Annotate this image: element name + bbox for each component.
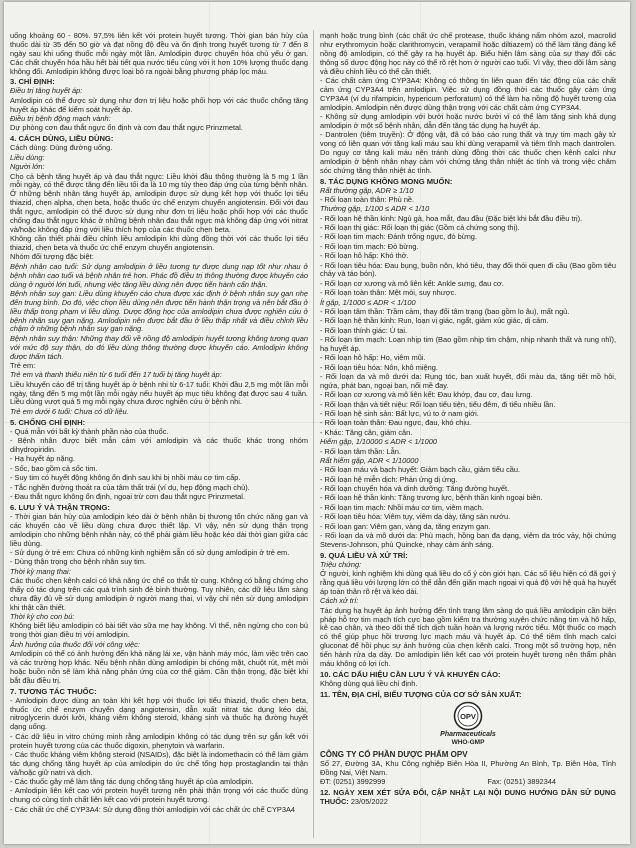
subheading-text: Thường gặp, 1/100 ≤ ADR < 1/10: [320, 204, 430, 214]
paragraph-text: - Rối loạn hệ miễn dịch: Phản ứng dị ứng.: [320, 474, 458, 484]
subheading-text: Rất thường gặp, ADR ≥ 1/10: [320, 185, 414, 195]
paragraph-text: - Rối loạn hệ sinh sản: Bất lực, vú to ở nam giới.: [320, 409, 479, 419]
paragraph-text: - Rối loạn thính giác: Ù tai.: [320, 325, 408, 335]
right-column: [320, 32, 616, 838]
paragraph-text: - Các chất cảm ứng CYP3A4: Không có thông tin liên quan đến tác động của các chất cảm ứng CYP3A4 trên amlodipin. Việc sử dụng đồng thời các thuốc gây cảm ứng CYP3A4 (ví dụ rifampicin, hypericum perforatum) có thể làm hạ nồng độ huyết tương của amlodipin. Amlodipin nên được dùng thận trọng với các chất cảm ứng CYP3A4.: [320, 75, 616, 112]
subheading-text: Trẻ em dưới 6 tuổi: Chưa có dữ liệu.: [10, 406, 129, 416]
subheading-text: Điều trị bệnh động mạch vành:: [10, 114, 111, 124]
subheading-text: Ảnh hưởng của thuốc đối với công việc:: [10, 639, 140, 649]
paragraph-text: - Các chất ức chế CYP3A4: Sử dụng đồng thời amlodipin với các chất ức chế CYP3A4: [10, 804, 295, 814]
paragraph-text: - Rối loạn hệ thần kinh: Tăng trương lực, bệnh thần kinh ngoại biên.: [320, 493, 543, 503]
section-heading: 6. LƯU Ý VÀ THẬN TRỌNG:: [10, 502, 110, 512]
leaflet-sheet: [4, 2, 630, 844]
paragraph-text: Các thuốc chẹn kênh calci có khả năng ức chế co thắt tử cung. Không có bằng chứng cho thấy có tác dụng trên các quá trình sinh đẻ bình thường. Tuy nhiên, các dữ liệu lâm sàng chưa đầy đủ về sử dụng amlodipin ở người mang thai, vì vậy chỉ nên sử dụng amlodipin khi thật cần thiết.: [10, 576, 308, 612]
paragraph-text: Không cần thiết phải điều chỉnh liều amlodipin khi dùng đồng thời với các thuốc lợi tiểu thiazid, chẹn beta và thuốc ức chế enzym chuyển angiotensin.: [10, 234, 308, 253]
section-heading: 3. CHỈ ĐỊNH:: [10, 77, 55, 87]
paragraph-text: - Rối loạn tiêu hóa: Nôn, khô miệng.: [320, 362, 438, 372]
subheading-text: Bệnh nhân suy gan: Liều dùng khuyến cáo chưa được xác định ở bệnh nhân suy gan nhẹ đến trung bình. Do đó, việc chọn liều dùng nên được tiến hành thận trọng và nên bắt đầu ở liều thấp trong phạm vi liều dùng. Dược động học của amlodipin chưa được nghiên cứu ở bệnh nhân suy gan nặng. Amlodipin nên được bắt đầu ở liều thấp nhất và điều chỉnh liều chậm ở những bệnh nhân suy gan nặng.: [10, 288, 308, 334]
manufacturer-logo: [320, 701, 616, 747]
manufacturer-contact: [320, 778, 616, 787]
paragraph-text: - Đau thắt ngực không ổn định, ngoại trừ cơn đau thắt ngực Prinzmetal.: [10, 491, 245, 501]
manufacturer-phone: ĐT: (0251) 3992999: [320, 777, 386, 787]
paragraph-text: - Rối loạn hô hấp: Khó thở.: [320, 251, 409, 261]
paragraph-text: - Dùng thận trọng cho bệnh nhân suy tim.: [10, 557, 146, 567]
paragraph-text: - Thời gian bán hủy của amlodipin kéo dài ở bệnh nhân bị thương tổn chức năng gan và các khuyến cáo về liều dùng chưa được thiết lập. Vì vậy, nên sử dụng thận trọng amlodipin cho những bệnh nhân này, có thể phải giảm liều hoặc kéo dài thời gian giữa các liều dùng.: [10, 511, 308, 548]
right-column-text: [320, 32, 616, 699]
paragraph-text: - Hạ huyết áp nặng.: [10, 454, 75, 464]
paragraph-text: - Rối loạn hô hấp: Ho, viêm mũi.: [320, 353, 426, 363]
paragraph-text: - Rối loạn toàn thân: Phù nề.: [320, 194, 415, 204]
paragraph-text: - Rối loạn toàn thân: Đau ngực, đau, khó chịu.: [320, 418, 472, 428]
subheading-text: Hiếm gặp, 1/10000 ≤ ADR < 1/1000: [320, 437, 437, 447]
paragraph-text: Không biết liệu amlodipin có bài tiết vào sữa mẹ hay không. Vì thế, nên ngừng cho con bú trong thời gian điều trị với amlodipin.: [10, 621, 308, 640]
paragraph-text: - Sốc, bao gồm cả sốc tim.: [10, 463, 98, 473]
paragraph-text: - Sử dụng ở trẻ em: Chưa có những kinh nghiệm sẵn có sử dụng amlodipin ở trẻ em.: [10, 547, 290, 557]
paragraph-text: Ở người, kinh nghiệm khi dùng quá liều do cố ý còn giới hạn. Các số liệu hiện có đã gợi ý rằng quá liều với lượng lớn có thể dẫn đến giãn mạch ngoại vi quá độ với hệ quả hạ huyết áp toàn thân rõ rệt và kéo dài.: [320, 569, 616, 596]
left-column: [10, 32, 308, 838]
manufacturer-name: CÔNG TY CỔ PHẦN DƯỢC PHẨM OPV: [320, 750, 468, 760]
subheading-text: Bệnh nhân suy thận: Những thay đổi về nồng độ amlodipin huyết tương không tương quan với mức độ suy thận, do đó liều dùng thông thường được khuyến cáo. Amlodipin không được thẩm tách.: [10, 333, 308, 361]
paragraph-text: - Rối loạn toàn thân: Mệt mỏi, suy nhược.: [320, 288, 457, 298]
paragraph-text: - Rối loạn tiêu hóa: Đau bụng, buồn nôn, khó tiêu, thay đổi thói quen đi cầu (Bao gồm tiêu chảy và táo bón).: [320, 260, 616, 279]
paragraph-text: - Rối loạn chuyển hóa và dinh dưỡng: Tăng đường huyết.: [320, 484, 510, 494]
paragraph-text: mạnh hoặc trung bình (các chất ức chế protease, thuốc kháng nấm nhóm azol, macrolid như erythromycin hoặc clarithromycin, verapamil hoặc diltiazem) có thể làm tăng đáng kể nồng độ amlodipin, có thể gây ra hạ huyết áp. Biểu hiện lâm sàng của sự thay đổi các thông số dược động học này có thể rõ rệt hơn ở người cao tuổi. Vì vậy, theo dõi lâm sàng và điều chỉnh liều có thể cần thiết.: [320, 32, 616, 76]
section-heading: 4. CÁCH DÙNG, LIỀU DÙNG:: [10, 134, 114, 144]
paragraph-text: - Rối loạn tim mạch: Đánh trống ngực, đỏ bừng.: [320, 232, 477, 242]
paragraph-text: - Rối loạn tiêu hóa: Viêm tụy, viêm dạ dày, tăng sản nướu.: [320, 512, 511, 522]
paragraph-text: - Dantrolen (tiêm truyền): Ở động vật, đã có báo cáo rung thất và trụy tim mạch gây tử vong có liên quan với tăng kali máu sau khi dùng verapamil và tiêm tĩnh mạch dantrolen. Do nguy cơ tăng kali máu nên tránh dùng đồng thời các thuốc chẹn kênh calci như amlodipin ở bệnh nhân nhạy cảm với chứng tăng thân nhiệt ác tính và trong việc chăm sóc chứng tăng thân nhiệt ác tính.: [320, 130, 616, 175]
paragraph-text: Không dùng quá liều chỉ định.: [320, 678, 418, 688]
review-date-heading: 12. NGÀY XEM XÉT SỬA ĐỔI, CẬP NHẬT LẠI NỘI DUNG HƯỚNG DẪN SỬ DỤNG THUỐC:: [320, 788, 616, 807]
paragraph-text: - Rối loạn tim mạch: Loạn nhịp tim (Bao gồm nhịp tim chậm, nhịp nhanh thất và rung nhĩ), hạ huyết áp.: [320, 335, 616, 353]
paragraph-text: - Rối loạn hệ thần kinh: Run, loạn vị giác, ngất, giảm xúc giác, dị cảm.: [320, 316, 549, 326]
subheading-text: Ít gặp, 1/1000 ≤ ADR < 1/100: [320, 297, 416, 307]
section-heading: 5. CHỐNG CHỈ ĐỊNH:: [10, 417, 86, 427]
paragraph-text: - Rối loạn gan: Viêm gan, vàng da, tăng enzym gan.: [320, 521, 491, 531]
paragraph-text: - Rối loạn da và mô dưới da: Rụng tóc, ban xuất huyết, đổi màu da, tăng tiết mồ hôi, ngứa, phát ban, ngoại ban, nổi mề đay.: [320, 372, 616, 390]
logo-caption: Pharmaceuticals: [440, 730, 496, 738]
subheading-text: Bệnh nhân cao tuổi: Sử dụng amlodipin ở liều tương tự được dung nạp tốt như nhau ở bệnh nhân cao tuổi và bệnh nhân trẻ hơn. Phác đồ điều trị thông thường được khuyến cáo dùng ở người lớn tuổi, nhưng việc tăng liều dùng nên được tiến hành cẩn thận.: [10, 261, 308, 289]
subheading-text: Thời kỳ mang thai:: [10, 566, 71, 576]
section-heading: 7. TƯƠNG TÁC THUỐC:: [10, 686, 97, 696]
section-heading: 11. TÊN, ĐỊA CHỈ, BIỂU TƯỢNG CỦA CƠ SỞ SẢN XUẤT:: [320, 689, 522, 699]
paragraph-text: - Các thuốc kháng viêm không steroid (NSAIDs), đặc biệt là indomethacin có thể làm giảm tác dụng chống tăng huyết áp của amlodipin do ức chế tổng hợp prostaglandin tại thận và/hoặc giữ natri và dịch.: [10, 749, 308, 777]
review-date: 23/05/2022: [350, 797, 388, 807]
paragraph-text: - Các thuốc gây mê làm tăng tác dụng chống tăng huyết áp của amlodipin.: [10, 777, 254, 787]
paragraph-text: - Tắc nghẽn đường thoát ra của tâm thất trái (ví dụ, hẹp động mạch chủ).: [10, 482, 250, 492]
paragraph-text: - Quá mẫn với bất kỳ thành phần nào của thuốc.: [10, 426, 169, 436]
paragraph-text: - Amlodipin được dùng an toàn khi kết hợp với thuốc lợi tiểu thiazid, thuốc chẹn beta, thuốc ức chế enzym chuyển dạng angiotensin, dẫn xuất nitrat tác dụng kéo dài, nitroglycerin dưới lưỡi, kháng viêm không steroid, kháng sinh và thuốc hạ đường huyết dạng uống.: [10, 695, 308, 732]
subheading-text: Trẻ em và thanh thiếu niên từ 6 tuổi đến 17 tuổi bị tăng huyết áp:: [10, 370, 222, 380]
paragraph-text: - Rối loạn cơ xương và mô liên kết: Đau khớp, đau cơ, đau lưng.: [320, 390, 533, 400]
paragraph-text: - Rối loạn tim mạch: Nhồi máu cơ tim, viêm mạch.: [320, 502, 484, 512]
paragraph-text: Amlodipin có thể được sử dụng như đơn trị liệu hoặc phối hợp với các thuốc chống tăng huyết áp khác để kiểm soát huyết áp.: [10, 95, 308, 114]
paragraph-text: - Rối loạn tâm thần: Lẫn.: [320, 446, 401, 456]
column-divider: [313, 30, 314, 838]
subheading-text: Điều trị tăng huyết áp:: [10, 86, 83, 96]
section-heading: 10. CÁC DẤU HIỆU CẦN LƯU Ý VÀ KHUYẾN CÁO:: [320, 669, 501, 679]
paragraph-text: - Rối loạn da và mô dưới da: Phù mạch, hồng ban đa dạng, viêm da tróc vảy, hội chứng Stevens-Johnson, phù Quincke, nhạy cảm ánh sáng.: [320, 530, 616, 549]
subheading-text: Liều dùng:: [10, 152, 45, 162]
paragraph-text: Tác dụng hạ huyết áp ảnh hưởng đến tình trạng lâm sàng do quá liều amlodipin cần biện pháp hỗ trợ tim mạch tích cực bao gồm kiểm tra thường xuyên chức năng tim và hô hấp, kê cao chân, và theo dõi thể tích dịch tuần hoàn và lượng nước tiểu. Một thuốc co mạch có thể giúp phục hồi trương lực mạch máu và huyết áp. Có thể tiêm tĩnh mạch calci gluconat để hồi phục sự ảnh hưởng của chẹn kênh calci. Trong một số trường hợp, nên tiến hành rửa dạ dày. Do amlodipin liên kết cao với protein huyết tương nên thẩm phân máu không có lợi ích.: [320, 605, 616, 668]
paragraph-text: - Suy tim có huyết động không ổn định sau khi bị nhồi máu cơ tim cấp.: [10, 473, 241, 483]
paragraph-text: Nhóm đối tượng đặc biệt:: [10, 252, 94, 262]
paragraph-text: - Rối loạn tâm thần: Trầm cảm, thay đổi tâm trạng (bao gồm lo âu), mất ngủ.: [320, 306, 570, 316]
paragraph-text: Amlodipin có thể có ảnh hưởng đến khả năng lái xe, vận hành máy móc, làm việc trên cao và các trường hợp khác. Nếu bệnh nhân dùng amlodipin bị chóng mặt, chuột rút, mệt mỏi hoặc buồn nôn sẽ làm khả năng phản ứng của cơ thể giảm. Cần thận trọng, đặc biệt khi bắt đầu điều trị.: [10, 649, 308, 685]
paragraph-text: - Rối loạn cơ xương và mô liên kết: Ankle sưng, đau cơ.: [320, 278, 504, 288]
paragraph-text: Liều khuyến cáo để trị tăng huyết áp ở bệnh nhi từ 6-17 tuổi: Khởi đầu 2,5 mg một lần mỗi ngày, tăng đến 5 mg một lần mỗi ngày nếu huyết áp mục tiêu không đạt được sau 4 tuần. Liều dùng vượt quá 5 mg mỗi ngày chưa được nghiên cứu ở bệnh nhi.: [10, 379, 308, 407]
paragraph-text: - Rối loạn thị giác: Rối loạn thị giác (Gồm cả chứng song thị).: [320, 223, 520, 233]
section-heading: 9. QUÁ LIỀU VÀ XỬ TRÍ:: [320, 550, 408, 560]
paragraph-text: - Không sử dụng amlodipin với bưởi hoặc nước bưởi vì có thể làm tăng sinh khả dụng amlodipin ở một số bệnh nhân, dẫn đến tăng tác dụng hạ huyết áp.: [320, 111, 616, 130]
manufacturer-address: Số 27, Đường 3A, Khu Công nghiệp Biên Hòa II, Phường An Bình, Tp. Biên Hòa, Tỉnh Đồng Nai, Việt Nam.: [320, 759, 616, 778]
subheading-text: Triệu chứng:: [320, 559, 362, 569]
paragraph-text: uống khoảng 60 - 80%. 97,5% liên kết với protein huyết tương. Thời gian bán hủy của thuốc dài từ 35 đến 50 giờ và đạt nồng độ đều và ổn định trong huyết tương từ 7 đến 8 ngày sau khi uống thuốc mỗi ngày một lần. Amlodipin được chuyển hóa chủ yếu ở gan. Các chất chuyển hóa hầu hết bài tiết qua nước tiểu cùng với ít hơn 10% lượng thuốc dạng không đổi. Amlodipin không được loại bỏ ra ngoài bằng phương pháp lọc máu.: [10, 32, 308, 76]
opv-logo-icon: [453, 701, 483, 731]
subheading-text: Người lớn:: [10, 162, 45, 172]
subheading-text: Rất hiếm gặp, ADR < 1/10000: [320, 455, 419, 465]
paragraph-text: Cách dùng: Dùng đường uống.: [10, 143, 113, 153]
paragraph-text: - Amlodipin liên kết cao với protein huyết tương nên phải thận trọng với các thuốc dùng chung có cùng tính chất liên kết cao với protein huyết tương.: [10, 786, 308, 805]
manufacturer-fax: Fax: (0251) 3892344: [487, 777, 556, 787]
paragraph-text: - Bệnh nhân được biết mẫn cảm với amlodipin và các thuốc khác trong nhóm dihydropiridin.: [10, 436, 308, 455]
paragraph-text: Trẻ em:: [10, 360, 36, 370]
paragraph-text: - Rối loạn hệ thần kinh: Ngủ gà, hoa mắt, đau đầu (Đặc biệt khi bắt đầu điều trị).: [320, 213, 583, 223]
subheading-text: Cách xử trí:: [320, 596, 359, 606]
paragraph-text: Cho cả bệnh tăng huyết áp và đau thắt ngực: Liều khởi đầu thông thường là 5 mg 1 lần mỗi ngày, có thể được tăng đến liều tối đa là 10 mg tùy theo đáp ứng của từng bệnh nhân. Ở những bệnh nhân tăng huyết áp, amlodipin được sử dụng kết hợp với thuốc lợi tiểu thiazid, chẹn alpha, chẹn beta, hoặc thuốc ức chế enzym chuyển angiotensin. Đối với đau thắt ngực, amlodipin có thể được sử dụng như đơn trị liệu hoặc phối hợp với các thuốc chống đau thắt ngực khác ở những bệnh nhân đau thắt ngực mà không đáp ứng với nitrat và/hoặc không đáp ứng với liều thích hợp của các thuốc chẹn beta.: [10, 171, 308, 234]
logo-mark-text: OPV: [460, 711, 476, 721]
subheading-text: Thời kỳ cho con bú:: [10, 612, 75, 622]
paragraph-text: - Rối loạn tim mạch: Đỏ bừng.: [320, 241, 419, 251]
logo-certification: WHO-GMP: [451, 739, 485, 747]
section-heading: 8. TÁC DỤNG KHÔNG MONG MUỐN:: [320, 176, 453, 186]
paragraph-text: - Rối loạn thận và tiết niệu: Rối loạn tiểu tiện, tiểu đêm, đi tiểu nhiều lần.: [320, 399, 556, 409]
paragraph-text: - Khác: Tăng cân, giảm cân.: [320, 427, 413, 437]
paragraph-text: Dự phòng cơn đau thắt ngực ổn định và cơn đau thắt ngực Prinzmetal.: [10, 123, 243, 133]
paragraph-text: - Rối loạn máu và bạch huyết: Giảm bạch cầu, giảm tiểu cầu.: [320, 465, 521, 475]
paragraph-text: - Các dữ liệu in vitro chứng minh rằng amlodipin không có tác dụng trên sự gắn kết với protein huyết tương của các thuốc digoxin, phenytoin và warfarin.: [10, 731, 308, 750]
